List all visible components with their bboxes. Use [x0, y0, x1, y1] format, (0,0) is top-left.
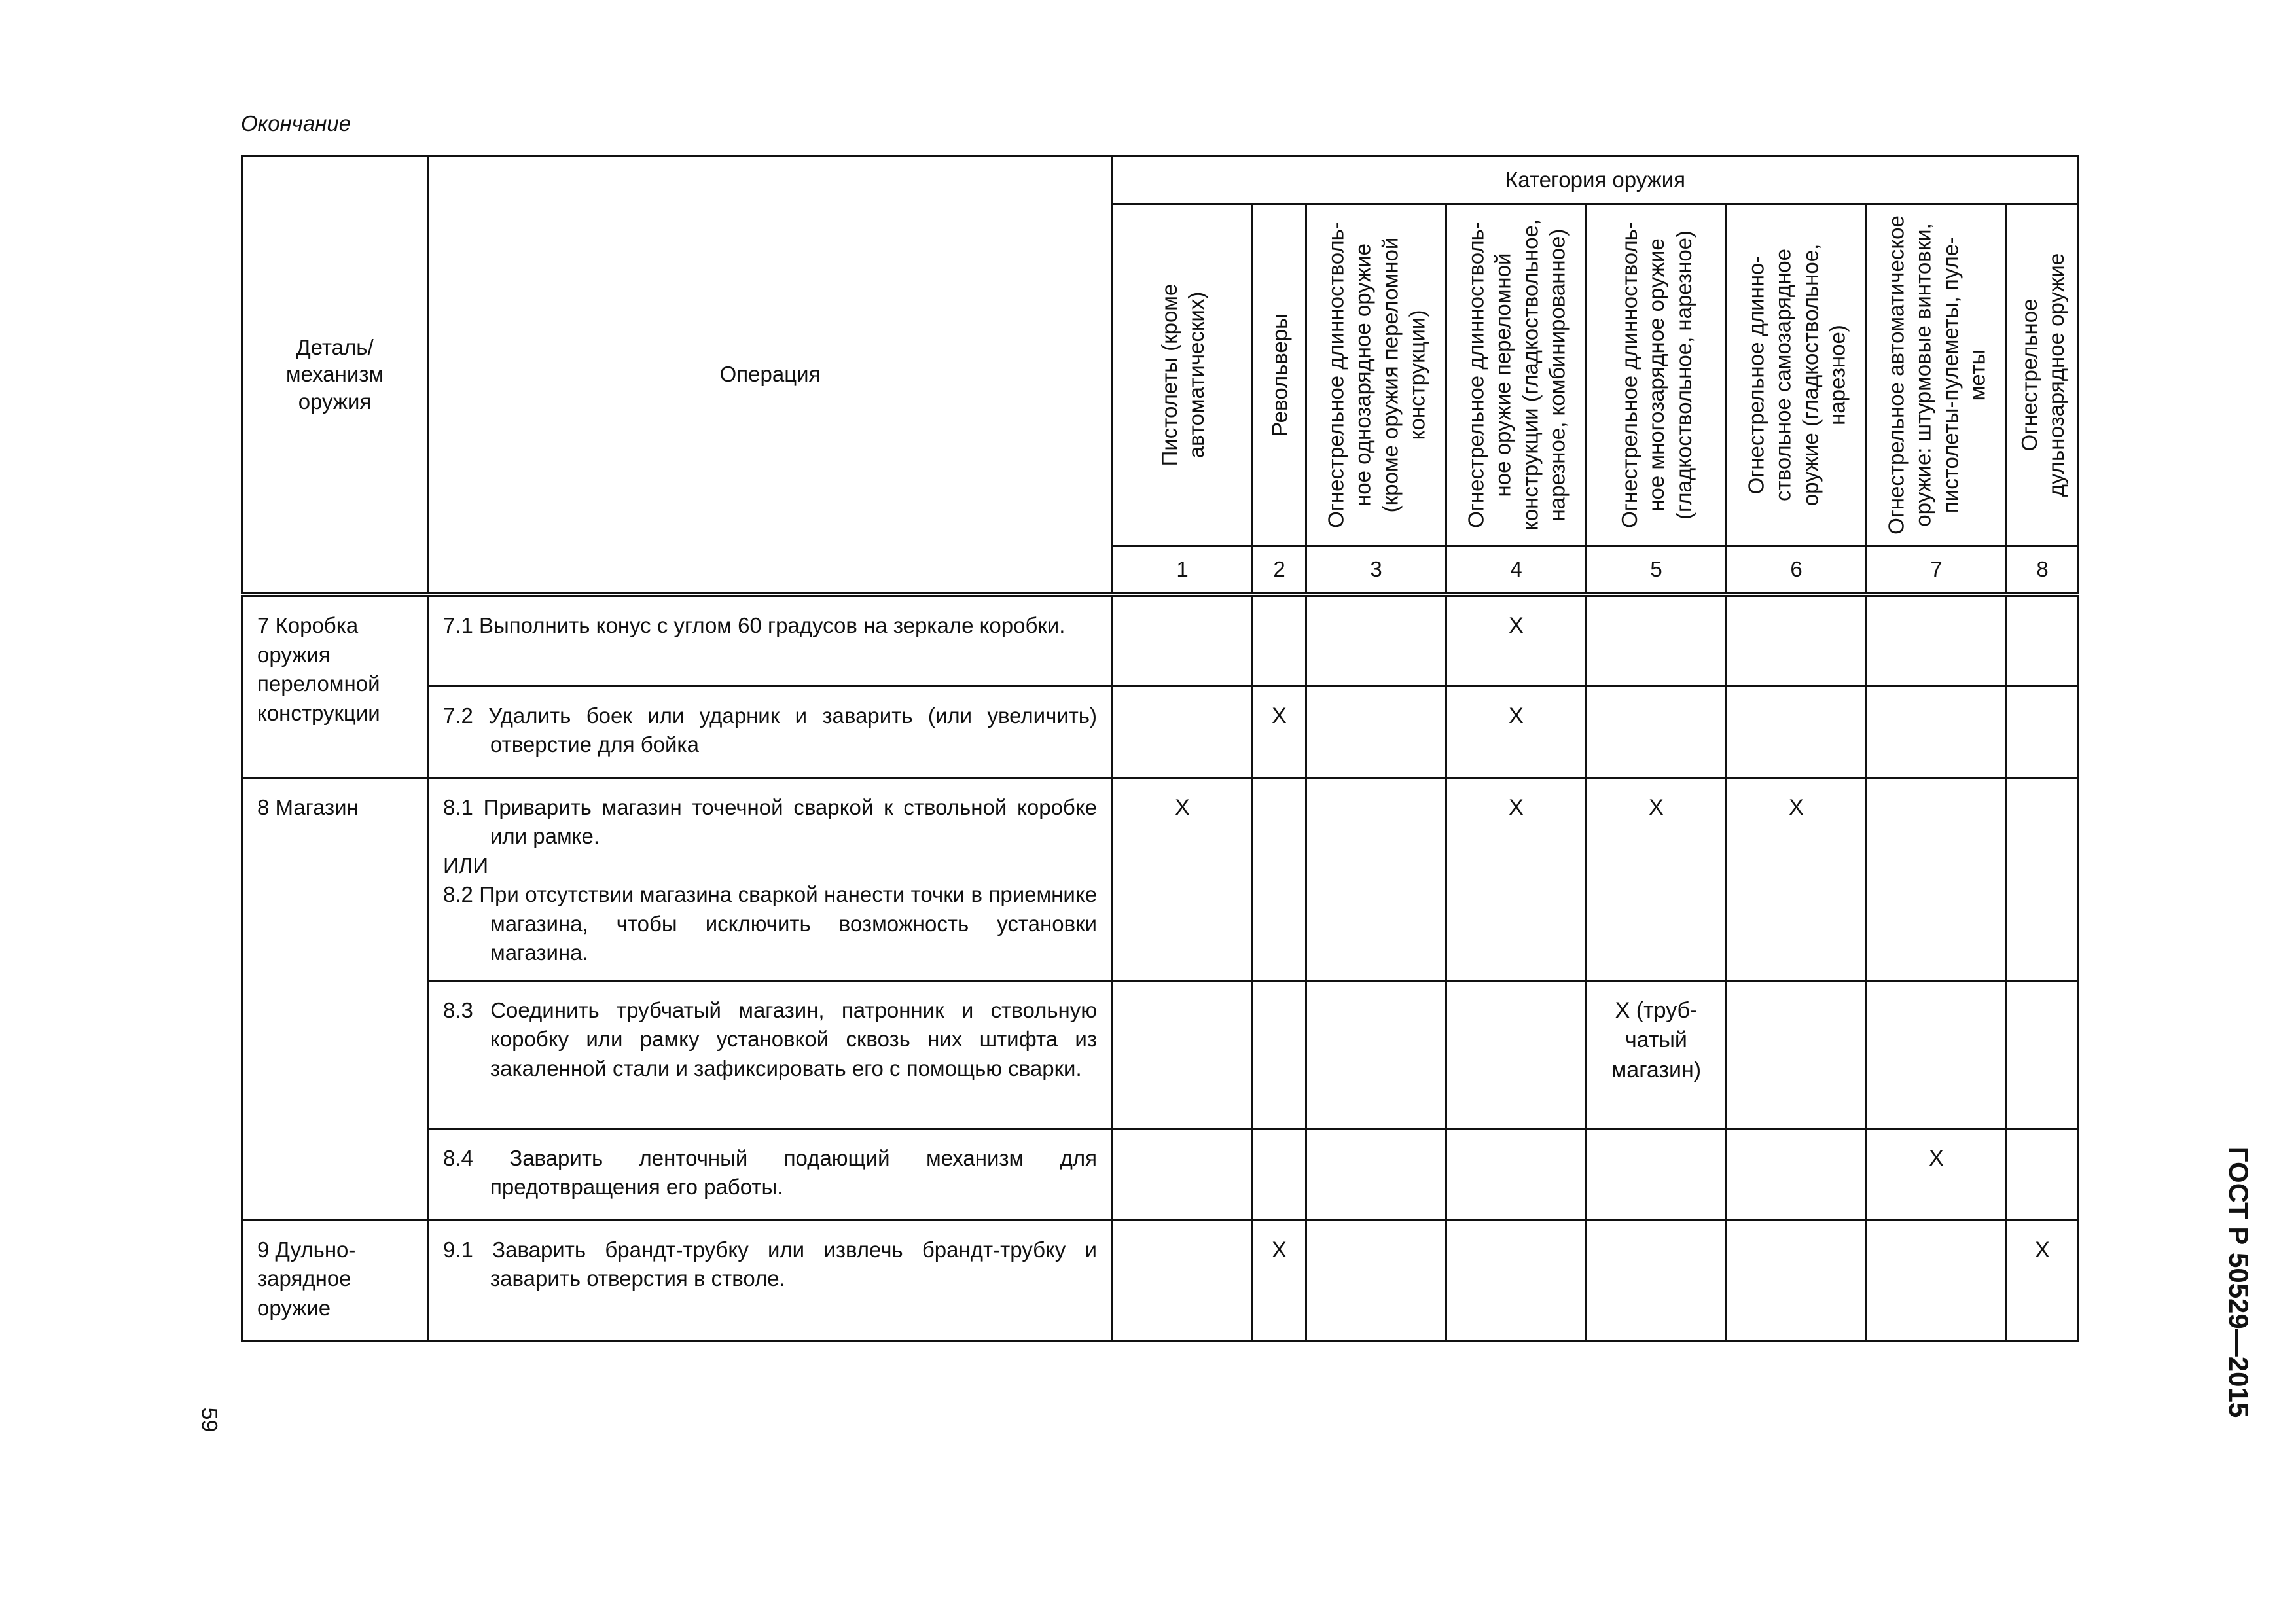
category-mark-cell	[1253, 980, 1306, 1128]
category-mark-cell: X	[1446, 686, 1587, 777]
category-mark-cell	[2007, 1128, 2079, 1220]
category-mark-cell	[1587, 686, 1727, 777]
operation-cell	[428, 777, 1113, 980]
category-mark-cell	[1306, 686, 1446, 777]
category-mark-cell	[1587, 594, 1727, 686]
category-mark-cell	[1306, 1128, 1446, 1220]
operation-cell	[428, 594, 1113, 686]
category-mark-cell: X	[1446, 594, 1587, 686]
page-number: 59	[196, 1407, 222, 1433]
category-mark-cell	[1587, 1128, 1727, 1220]
category-header-6	[1727, 204, 1867, 546]
category-mark-cell	[1727, 686, 1867, 777]
category-mark-cell: X	[1113, 777, 1253, 980]
category-name: Огнестрельное длинно- ствольное самозарядное оружие (гладкоствольное, нарезное)	[1744, 243, 1849, 507]
category-name: Огнестрельное длинностволь- ное однозарядное оружие (кроме оружия переломной конструкции)	[1323, 222, 1429, 528]
operation-text: 8.1 Приварить магазин точечной сваркой к ствольной коробке или рамке.	[443, 794, 1097, 849]
detail-cell: 9 Дульно- зарядное оружие	[242, 1220, 428, 1341]
detail-cell: 8 Магазин	[242, 777, 428, 1220]
category-mark-cell	[1306, 594, 1446, 686]
category-header-8	[2007, 204, 2079, 546]
category-number: 2	[1253, 546, 1306, 595]
category-number: 5	[1587, 546, 1727, 595]
category-number: 8	[2007, 546, 2079, 595]
category-mark-cell	[1113, 594, 1253, 686]
category-mark-cell: X	[2007, 1220, 2079, 1341]
operation-text: 7.1 Выполнить конус с углом 60 градусов на зеркале коробки.	[443, 613, 1066, 637]
category-mark-cell	[1113, 1128, 1253, 1220]
category-mark-cell	[1587, 1220, 1727, 1341]
category-header-2	[1253, 204, 1306, 546]
table-row	[242, 1128, 2079, 1220]
operation-text: ИЛИ	[443, 853, 489, 878]
category-mark-cell	[1446, 1220, 1587, 1341]
category-mark-cell	[1727, 1220, 1867, 1341]
header-detail: Деталь/ механизм оружия	[242, 156, 428, 595]
weapon-deactivation-table	[241, 155, 2079, 1342]
category-name: Револьверы	[1266, 313, 1291, 437]
operation-text: 7.2 Удалить боек или ударник и заварить (или увеличить) отверстие для бойка	[443, 703, 1097, 757]
category-mark-cell	[1253, 594, 1306, 686]
category-mark-cell: X	[1867, 1128, 2007, 1220]
category-mark-cell	[1867, 980, 2007, 1128]
category-mark-cell	[1113, 1220, 1253, 1341]
category-mark-cell	[1446, 1128, 1587, 1220]
operation-text: 8.2 При отсутствии магазина сваркой нанести точки в приемнике магазина, чтобы исключить возможность установки магазина.	[443, 882, 1097, 965]
table-row	[242, 686, 2079, 777]
category-mark-cell	[1867, 1220, 2007, 1341]
table-row	[242, 1220, 2079, 1341]
category-name: Огнестрельное дульнозарядное оружие	[2017, 253, 2068, 497]
detail-cell: 7 Коробка оружия переломной конструкции	[242, 594, 428, 777]
category-mark-cell	[2007, 686, 2079, 777]
table-row	[242, 594, 2079, 686]
category-name: Пистолеты (кроме автоматических)	[1157, 283, 1208, 467]
continuation-label: Окончание	[241, 111, 351, 135]
category-header-3	[1306, 204, 1446, 546]
operation-cell	[428, 686, 1113, 777]
table-row	[242, 980, 2079, 1128]
category-name: Огнестрельное длинностволь- ное многозарядное оружие (гладкоствольное, нарезное)	[1617, 222, 1696, 528]
category-header-5	[1587, 204, 1727, 546]
category-number: 1	[1113, 546, 1253, 595]
operation-text: 8.3 Соединить трубчатый магазин, патронник и ствольную коробку или рамку установкой сквозь них штифта из закаленной стали и зафиксировать его с помощью сварки.	[443, 997, 1097, 1080]
category-header-4	[1446, 204, 1587, 546]
category-number: 4	[1446, 546, 1587, 595]
category-number: 6	[1727, 546, 1867, 595]
operation-cell	[428, 1220, 1113, 1341]
category-mark-cell	[1727, 594, 1867, 686]
category-mark-cell: X (труб- чатый магазин)	[1587, 980, 1727, 1128]
category-mark-cell	[2007, 594, 2079, 686]
category-mark-cell	[1306, 980, 1446, 1128]
category-mark-cell: X	[1727, 777, 1867, 980]
category-mark-cell: X	[1253, 1220, 1306, 1341]
category-mark-cell	[2007, 980, 2079, 1128]
category-header-7	[1867, 204, 2007, 546]
operation-text: 9.1 Заварить брандт-трубку или извлечь брандт-трубку и заварить отверстия в стволе.	[443, 1237, 1097, 1291]
category-mark-cell	[1113, 980, 1253, 1128]
category-mark-cell	[1253, 777, 1306, 980]
category-number: 7	[1867, 546, 2007, 595]
category-header-1	[1113, 204, 1253, 546]
category-mark-cell	[1867, 777, 2007, 980]
category-name: Огнестрельное длинностволь- ное оружие переломной конструкции (гладкоствольное, нарезное, комбинированное)	[1463, 219, 1569, 531]
category-mark-cell: X	[1587, 777, 1727, 980]
category-mark-cell	[1867, 594, 2007, 686]
operation-cell	[428, 1128, 1113, 1220]
category-mark-cell: X	[1253, 686, 1306, 777]
category-mark-cell	[1867, 686, 2007, 777]
table-row	[242, 777, 2079, 980]
category-mark-cell	[1727, 980, 1867, 1128]
category-mark-cell: X	[1446, 777, 1587, 980]
category-mark-cell	[1446, 980, 1587, 1128]
operation-text: 8.4 Заварить ленточный подающий механизм для предотвращения его работы.	[443, 1145, 1097, 1200]
category-number: 3	[1306, 546, 1446, 595]
category-mark-cell	[1253, 1128, 1306, 1220]
document-code: ГОСТ Р 50529—2015	[2223, 1146, 2254, 1418]
category-mark-cell	[1727, 1128, 1867, 1220]
operation-cell	[428, 980, 1113, 1128]
category-mark-cell	[1306, 777, 1446, 980]
header-operation: Операция	[428, 156, 1113, 595]
category-mark-cell	[1113, 686, 1253, 777]
category-name: Огнестрельное автоматическое оружие: штурмовые винтовки, пистолеты-пулеметы, пуле- меты	[1884, 215, 1989, 535]
category-mark-cell	[2007, 777, 2079, 980]
header-category: Категория оружия	[1113, 156, 2079, 204]
category-mark-cell	[1306, 1220, 1446, 1341]
